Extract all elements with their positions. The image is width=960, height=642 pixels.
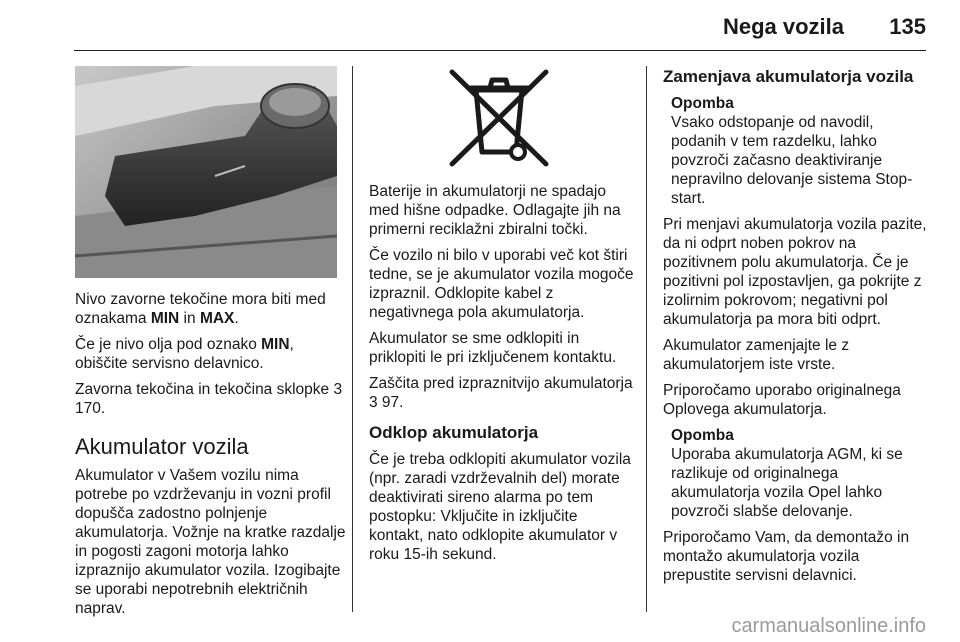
brake-fluid-reservoir-photo xyxy=(75,66,337,278)
note-text: Uporaba akumulatorja AGM, ki se razlikuje od originalnega akumulatorja vozila Opel lahko povzroči slabše delovanje. xyxy=(671,446,903,520)
protection-reference-text: Zaščita pred izpraznitvijo akumulatorja 3 97. xyxy=(369,375,633,411)
subsection-heading: Zamenjava akumulatorja vozila xyxy=(663,67,914,86)
workshop-text: Priporočamo Vam, da demontažo in montažo akumulatorja vozila prepustite servisni delavnici. xyxy=(663,529,910,584)
low-level-text: Če je nivo olja pod oznako MIN, obiščite servisno delavnico. xyxy=(75,336,294,372)
subsection-heading: Odklop akumulatorja xyxy=(369,423,539,442)
column-middle xyxy=(369,182,635,571)
replacement-text: Pri menjavi akumulatorja vozila pazite, da ni odprt noben pokrov na pozitivnem polu akumulatorja. Če je pozitivni pol izpostavljen, ga pokrijte z izolirnim pokrovom; negativni pol akumulatorja pa mora biti odprt. xyxy=(663,216,927,328)
column-left xyxy=(75,290,347,625)
battery-intro-text: Akumulator v Vašem vozilu nima potrebe po vzdrževanju in vozni profil dopušča zadostno polnjenje akumulatorja. Vožnje na kratke razdalje in pogosti zagoni motorja lahko izpraznijo akumulator vozila. Izogibajte se uporabi nepotrebnih električnih naprav. xyxy=(75,467,346,617)
page-header xyxy=(74,0,926,51)
brake-fluid-level-text: Nivo zavorne tekočine mora biti med oznakama MIN in MAX. xyxy=(75,291,326,327)
cross-reference-text: Zavorna tekočina in tekočina sklopke 3 170. xyxy=(75,381,343,417)
page-number: 135 xyxy=(889,14,926,39)
note-box xyxy=(663,426,929,521)
disconnect-procedure-text: Če je treba odklopiti akumulator vozila (npr. zaradi vzdrževalnih del) morate deaktivirati sireno alarma po tem postopku: Vključite in izključite kontakt, nato odklopite akumulator v roku 15-ih sekund. xyxy=(369,451,631,563)
same-type-text: Akumulator zamenjajte le z akumulatorjem iste vrste. xyxy=(663,337,850,373)
note-title: Opomba xyxy=(671,95,734,112)
note-box xyxy=(663,94,929,208)
unused-vehicle-text: Če vozilo ni bilo v uporabi več kot štiri tedne, se je akumulator vozila mogoče izpraznil. Odklopite kabel z negativnega pola akumulatorja. xyxy=(369,247,634,321)
column-divider xyxy=(352,66,353,612)
watermark: carmanualsonline.info xyxy=(731,615,926,637)
disconnect-rule-text: Akumulator se sme odklopiti in priklopiti le pri izključenem kontaktu. xyxy=(369,330,617,366)
crossed-out-bin-icon xyxy=(446,66,552,170)
note-title: Opomba xyxy=(671,427,734,444)
column-right xyxy=(663,66,929,592)
note-text: Vsako odstopanje od navodil, podanih v tem razdelku, lahko povzroči začasno deaktiviranje nepravilno delovanje sistema Stop-start. xyxy=(671,114,913,207)
section-heading: Akumulator vozila xyxy=(75,434,249,459)
original-battery-text: Priporočamo uporabo originalnega Oplovega akumulatorja. xyxy=(663,382,901,418)
section-title: Nega vozila xyxy=(722,14,844,39)
disposal-text: Baterije in akumulatorji ne spadajo med hišne odpadke. Odlagajte jih na primerni reciklažni zbiralni točki. xyxy=(369,183,621,238)
column-divider xyxy=(646,66,647,612)
